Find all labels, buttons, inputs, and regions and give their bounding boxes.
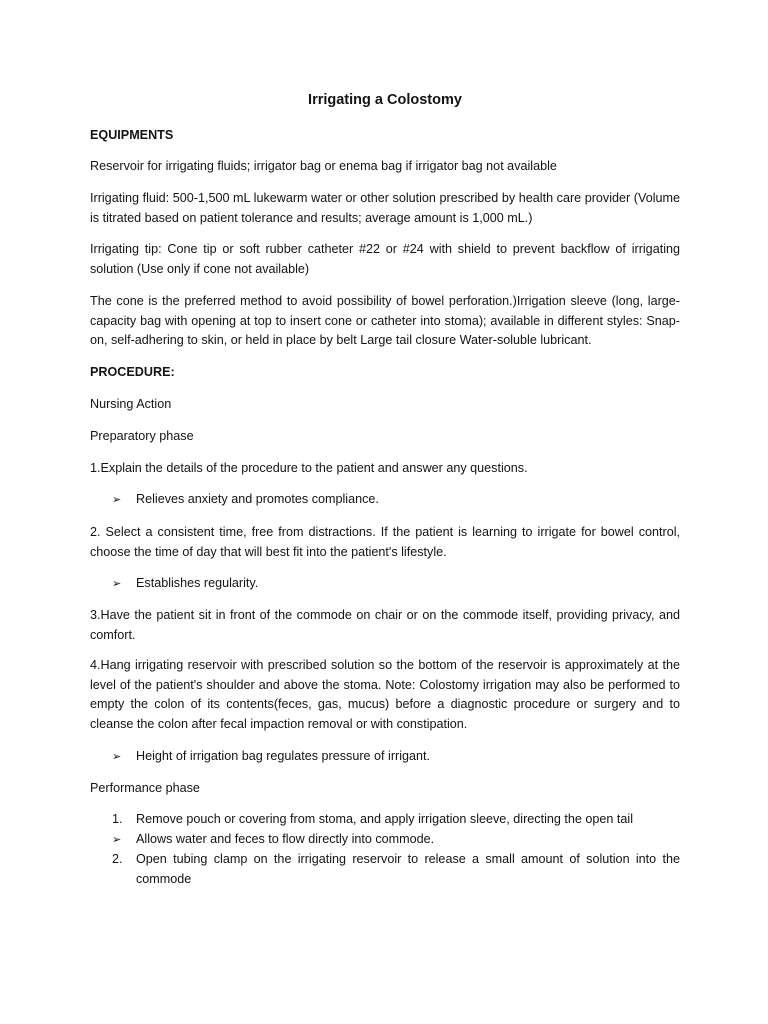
- performance-phase-label: Performance phase: [90, 781, 200, 795]
- performance-item: [112, 810, 680, 830]
- equipment-item: The cone is the preferred method to avoid possibility of bowel perforation.)Irrigation sleeve (long, large-capacity bag with opening at top to insert cone or catheter into stoma); available in different styles: Snap-on, self-adhering to skin, or held in place by belt Large tail closure Water-soluble lubricant.: [90, 294, 680, 347]
- procedure-step: 3.Have the patient sit in front of the commode on chair or on the commode itself, providing privacy, and comfort.: [90, 608, 680, 642]
- item-number: 1.: [112, 812, 123, 826]
- nursing-action-label: Nursing Action: [90, 397, 172, 411]
- rationale-text: Relieves anxiety and promotes compliance.: [136, 492, 379, 506]
- rationale-item: [112, 747, 680, 768]
- equipment-item: Irrigating tip: Cone tip or soft rubber catheter #22 or #24 with shield to prevent backflow of irrigating solution (Use only if cone not available): [90, 242, 680, 276]
- performance-item: [112, 850, 680, 889]
- rationale-text: Allows water and feces to flow directly into commode.: [136, 832, 435, 846]
- procedure-step: 1.Explain the details of the procedure to the patient and answer any questions.: [90, 461, 528, 475]
- rationale-item: [112, 830, 680, 851]
- procedure-heading: PROCEDURE:: [90, 365, 175, 379]
- equipment-item: Irrigating fluid: 500-1,500 mL lukewarm water or other solution prescribed by health care provider (Volume is titrated based on patient tolerance and results; average amount is 1,000 mL.): [90, 191, 680, 225]
- equipments-heading: EQUIPMENTS: [90, 128, 174, 142]
- rationale-text: Establishes regularity.: [136, 576, 259, 590]
- equipment-item: Reservoir for irrigating fluids; irrigator bag or enema bag if irrigator bag not available: [90, 159, 557, 173]
- arrow-bullet-icon: ➢: [112, 834, 122, 846]
- rationale-item: [112, 574, 680, 595]
- preparatory-phase-label: Preparatory phase: [90, 429, 194, 443]
- procedure-step: 4.Hang irrigating reservoir with prescribed solution so the bottom of the reservoir is approximately at the level of the patient's shoulder and above the stoma. Note: Colostomy irrigation may also be performed to empty the colon of its contents(feces, gas, mucus) before a diagnostic procedure or surgery and to cleanse the colon after fecal impaction removal or with constipation.: [90, 658, 680, 731]
- item-number: 2.: [112, 852, 123, 866]
- procedure-step: 2. Select a consistent time, free from distractions. If the patient is learning to irrigate for bowel control, choose the time of day that will best fit into the patient's lifestyle.: [90, 525, 680, 559]
- page-title: Irrigating a Colostomy: [308, 92, 462, 108]
- arrow-bullet-icon: ➢: [112, 578, 122, 590]
- rationale-item: [112, 490, 680, 511]
- rationale-text: Height of irrigation bag regulates pressure of irrigant.: [136, 749, 431, 763]
- arrow-bullet-icon: ➢: [112, 494, 122, 506]
- arrow-bullet-icon: ➢: [112, 751, 122, 763]
- item-text: Open tubing clamp on the irrigating reservoir to release a small amount of solution into the commode: [136, 852, 680, 886]
- item-text: Remove pouch or covering from stoma, and apply irrigation sleeve, directing the open tail: [136, 812, 634, 826]
